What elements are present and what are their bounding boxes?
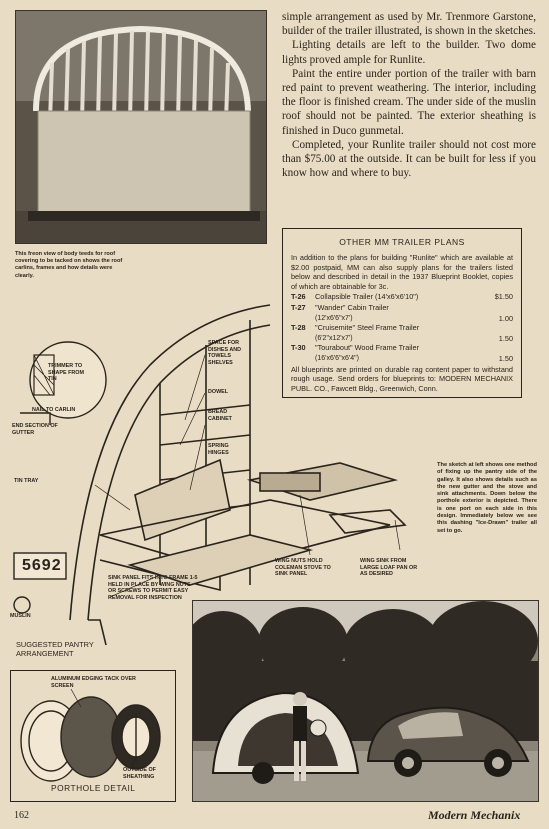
top-photo-caption: This freon view of body teeds for roof covering to be tacked on shows the roof carlins, frames and how details were clearly. (15, 251, 123, 279)
trailer-and-car-illustration (193, 601, 538, 801)
label-spring: SPRING HINGES (208, 443, 229, 456)
trailer-and-car-photo (192, 600, 539, 802)
plans-footer: All blueprints are printed on durable rag content paper to withstand rough usage. Send orders for blueprints to: MODERN MECHANIX PUBL. CO., Fawcett Bldg., Greenwich, Conn. (291, 364, 513, 393)
article-paragraph: Lighting details are left to the builder. Two dome lights proved ample for Runlite. (282, 39, 536, 66)
label-trimmer: TRIMMER TO SHAPE FROM TIN (48, 363, 84, 383)
porthole-label-edging: ALUMINUM EDGING TACK OVER SCREEN (51, 676, 136, 689)
label-wing-nuts: WING NUTS HOLD COLEMAN STOVE TO SINK PANEL (275, 558, 331, 578)
label-suggested: SUGGESTED PANTRY ARRANGEMENT (16, 640, 94, 658)
label-space: SPACE FOR DISHES AND TOWELS SHELVES (208, 340, 242, 366)
license-plate-number: 5692 (22, 557, 62, 574)
label-sink-panel: SINK PANEL FITS INTO FRAME 1-5 HELD IN PLACE BY WING NUTS OR SCREWS TO PERMIT EASY REMOVAL FOR INSPECTION (108, 575, 198, 601)
sketch-side-caption: The sketch at left shows one method of fixing up the pantry side of the galley. It also shows details such as the new gutter and the stove and sink attachments. Down below the porthole exterior is depicted. There is one port on each side in this design. Immediately below we see this dashing "Ice-Drawn" trailer all set to go. (437, 462, 537, 534)
porthole-label-sheathing: OUTSIDE OF SHEATHING (123, 767, 156, 780)
label-muslin: MUSLIN (10, 613, 31, 619)
plans-heading: OTHER MM TRAILER PLANS (339, 237, 465, 247)
article-paragraph: Completed, your Runlite trailer should not cost more than $75.00 at the outside. It can be built for less if you know how and where to buy. (282, 138, 536, 180)
label-tin-tray: TIN TRAY (14, 478, 39, 484)
porthole-drawing (11, 671, 175, 801)
trailer-frame-illustration (16, 11, 266, 243)
trailer-frame-photo (15, 10, 267, 244)
plan-item: T-26 Collapsible Trailer (14'x6'x6'10") $1.50 (291, 292, 513, 302)
article-paragraph: Paint the entire under portion of the trailer with barn red paint to prevent weathering. The interior, including the floor is finished cream. The under side of the muslin roof should not be painted. The exterior sheathing is finished in Duco gunmetal. (282, 67, 536, 137)
plan-item: T-27 "Wander" Cabin Trailer (12'x6'6"x7') 1.00 (291, 302, 513, 323)
label-dowel: DOWEL (208, 389, 229, 395)
plans-intro: In addition to the plans for building "Runlite" which are available at $2.00 postpaid, MM can also supply plans for the trailers listed below and described in detail in the 1937 Blueprint Booklet, copies of which are obtainable for 3c. (291, 253, 513, 291)
plan-item: T-28 "Cruisemite" Steel Frame Trailer (6'2"x12'x7') 1.50 (291, 323, 513, 343)
plan-item: T-30 "Tourabout" Wood Frame Trailer (16'x6'6"x6'4") 1.50 (291, 343, 513, 363)
magazine-name: Modern Mechanix (428, 808, 521, 822)
label-nail: NAIL TO CARLIN (32, 407, 76, 413)
label-gutter: END SECTION OF GUTTER (12, 423, 58, 436)
porthole-title: PORTHOLE DETAIL (51, 783, 136, 793)
porthole-detail-box (10, 670, 176, 802)
article-paragraph: simple arrangement as used by Mr. Trenmore Garstone, builder of the trailer illustrated, is shown in the sketches. (282, 11, 536, 38)
label-bread: BREAD CABINET (208, 409, 232, 422)
article-body (282, 10, 536, 180)
page-number: 162 (14, 810, 29, 821)
label-wing-sink: WING SINK FROM LARGE LOAF PAN OR AS DESIRED (360, 558, 418, 578)
